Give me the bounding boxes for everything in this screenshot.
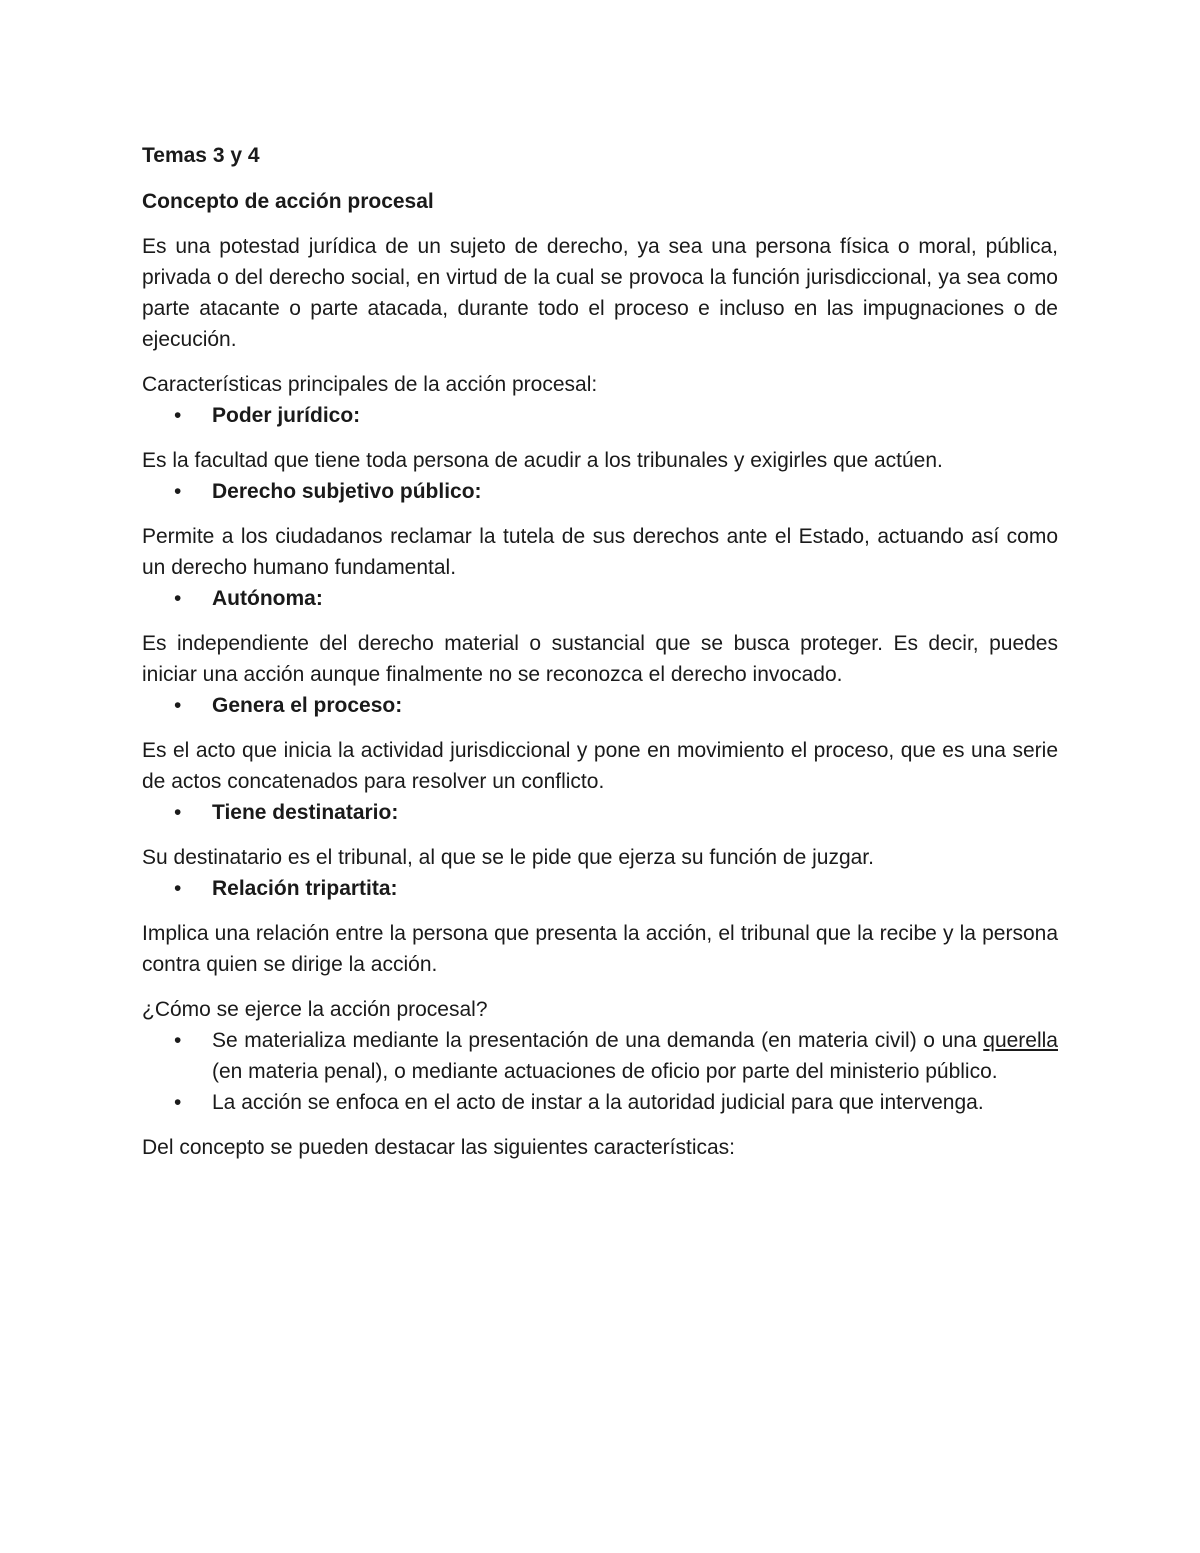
exercise-item-text-after: (en materia penal), o mediante actuaciones de oficio por parte del ministerio público.	[212, 1060, 998, 1083]
characteristic-label: Relación tripartita:	[212, 877, 398, 900]
bullet-icon: •	[174, 801, 182, 824]
definition-paragraph: Es una potestad jurídica de un sujeto de derecho, ya sea una persona física o moral, pública, privada o del derecho social, en virtud de la cual se provoca la función jurisdiccional, ya sea como parte atacante o parte atacada, durante todo el proceso e incluso en las impugnaciones o de ejecución.	[142, 235, 1058, 351]
exercise-item-text	[212, 1025, 1058, 1087]
querella-link[interactable]: querella	[983, 1029, 1058, 1052]
characteristic-item	[142, 797, 1058, 828]
characteristic-label: Derecho subjetivo público:	[212, 480, 482, 503]
characteristic-description: Es el acto que inicia la actividad jurisdiccional y pone en movimiento el proceso, que es una serie de actos concatenados para resolver un conflicto.	[142, 739, 1058, 793]
document-title: Temas 3 y 4	[142, 144, 260, 167]
exercise-question: ¿Cómo se ejerce la acción procesal?	[142, 998, 488, 1021]
exercise-item	[142, 1087, 1058, 1118]
characteristic-description: Implica una relación entre la persona que presenta la acción, el tribunal que la recibe y la persona contra quien se dirige la acción.	[142, 922, 1058, 976]
exercise-item	[142, 1025, 1058, 1087]
characteristic-label: Autónoma:	[212, 587, 323, 610]
bullet-icon: •	[174, 480, 182, 503]
bullet-icon: •	[174, 1091, 182, 1114]
characteristic-description: Es independiente del derecho material o sustancial que se busca proteger. Es decir, puedes iniciar una acción aunque finalmente no se reconozca el derecho invocado.	[142, 632, 1058, 686]
characteristic-item	[142, 690, 1058, 721]
characteristic-label: Tiene destinatario:	[212, 801, 399, 824]
characteristics-intro: Características principales de la acción procesal:	[142, 373, 598, 396]
characteristic-item	[142, 400, 1058, 431]
bullet-icon: •	[174, 877, 182, 900]
characteristic-item	[142, 583, 1058, 614]
bullet-icon: •	[174, 694, 182, 717]
characteristic-item	[142, 873, 1058, 904]
characteristic-label: Poder jurídico:	[212, 404, 361, 427]
characteristic-description: Su destinatario es el tribunal, al que se le pide que ejerza su función de juzgar.	[142, 846, 874, 869]
characteristic-description: Permite a los ciudadanos reclamar la tutela de sus derechos ante el Estado, actuando así como un derecho humano fundamental.	[142, 525, 1058, 579]
exercise-item-text: La acción se enfoca en el acto de instar a la autoridad judicial para que intervenga.	[212, 1091, 984, 1114]
characteristic-item	[142, 476, 1058, 507]
exercise-item-text-before: Se materializa mediante la presentación de una demanda (en materia civil) o una	[212, 1029, 984, 1052]
section-heading: Concepto de acción procesal	[142, 190, 434, 213]
closing-paragraph: Del concepto se pueden destacar las siguientes características:	[142, 1136, 735, 1159]
bullet-icon: •	[174, 587, 182, 610]
characteristic-label: Genera el proceso:	[212, 694, 403, 717]
characteristic-description: Es la facultad que tiene toda persona de acudir a los tribunales y exigirles que actúen.	[142, 449, 943, 472]
document-page	[142, 140, 1058, 1163]
bullet-icon: •	[174, 1029, 182, 1052]
bullet-icon: •	[174, 404, 182, 427]
